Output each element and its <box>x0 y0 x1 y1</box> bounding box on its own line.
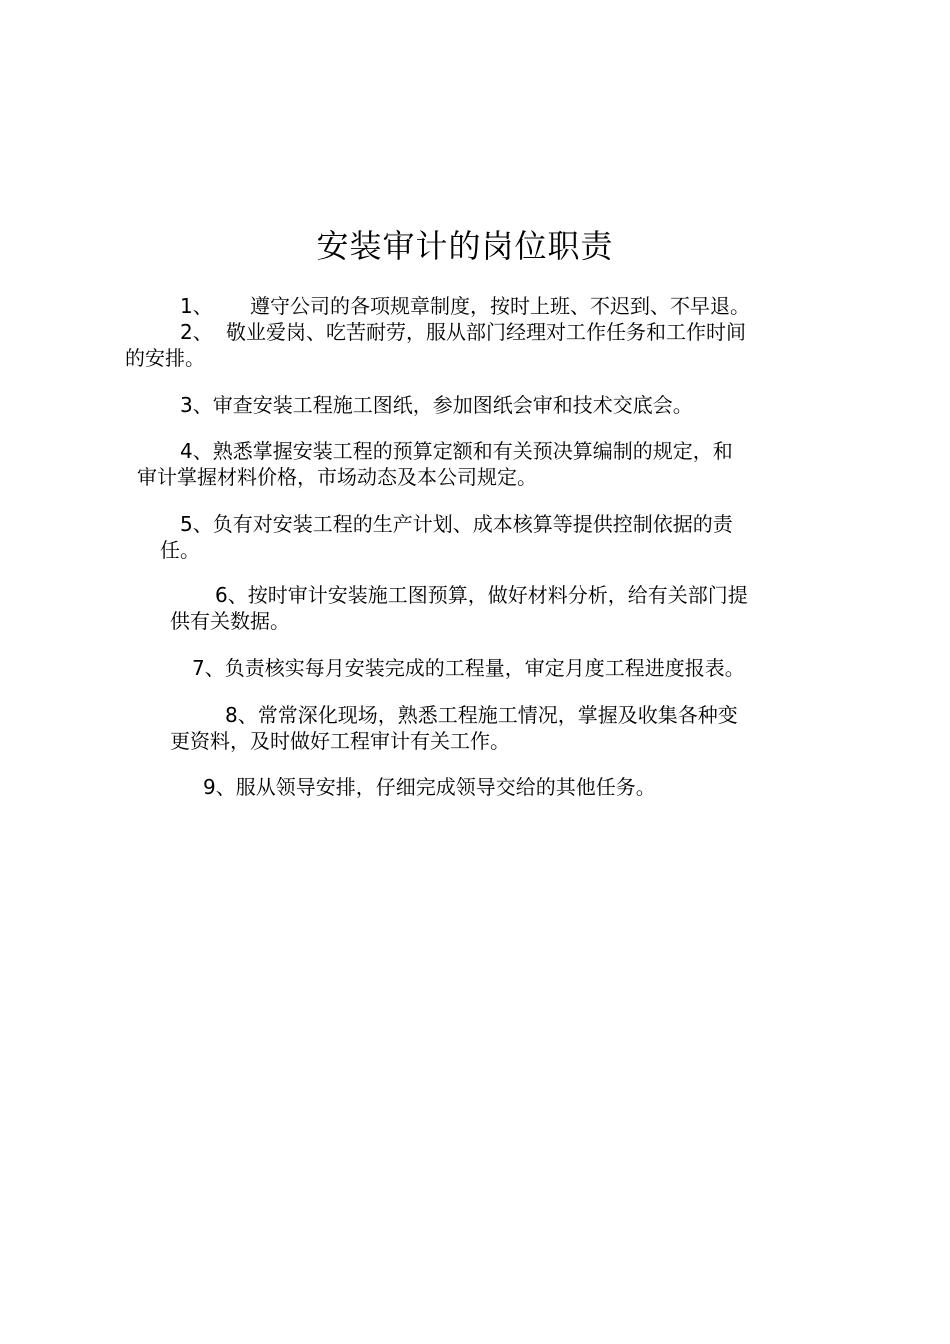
list-item-9 <box>203 774 656 800</box>
item-number: 7、 <box>192 656 225 680</box>
item-number: 4、 <box>180 439 213 463</box>
item-text: 审查安装工程施工图纸，参加图纸会审和技术交底会。 <box>212 393 693 417</box>
item-text: 熟悉掌握安装工程的预算定额和有关预决算编制的规定，和 <box>212 439 733 463</box>
list-item-2-continuation: 的安排。 <box>125 346 205 370</box>
list-item-1 <box>180 293 750 319</box>
list-item-4-continuation: 审计掌握材料价格，市场动态及本公司规定。 <box>137 465 537 489</box>
list-item-6 <box>215 582 748 608</box>
item-text: 按时审计安装施工图预算，做好材料分析，给有关部门提 <box>247 583 748 607</box>
item-number: 9、 <box>203 775 236 799</box>
list-item-6-continuation: 供有关数据。 <box>170 609 290 633</box>
item-text: 遵守公司的各项规章制度，按时上班、不迟到、不早退。 <box>250 294 750 318</box>
list-item-5-continuation: 任。 <box>160 538 200 562</box>
item-number: 2、 <box>180 320 213 344</box>
list-item-3 <box>180 392 693 418</box>
document-title: 安装审计的岗位职责 <box>316 227 614 265</box>
item-number: 1、 <box>180 294 213 318</box>
item-number: 3、 <box>180 393 213 417</box>
item-text: 服从领导安排，仔细完成领导交给的其他任务。 <box>235 775 656 799</box>
item-text: 负有对安装工程的生产计划、成本核算等提供控制依据的责 <box>212 512 733 536</box>
item-text: 敬业爱岗、吃苦耐劳，服从部门经理对工作任务和工作时间 <box>226 320 746 344</box>
item-text: 负责核实每月安装完成的工程量，审定月度工程进度报表。 <box>224 656 745 680</box>
list-item-5 <box>180 511 733 537</box>
list-item-4 <box>180 438 733 464</box>
list-item-2 <box>180 319 746 345</box>
item-number: 5、 <box>180 512 213 536</box>
item-number: 6、 <box>215 583 248 607</box>
list-item-7 <box>192 655 745 681</box>
item-number: 8、 <box>225 703 258 727</box>
list-item-8-continuation: 更资料，及时做好工程审计有关工作。 <box>170 729 510 753</box>
item-text: 常常深化现场，熟悉工程施工情况，掌握及收集各种变 <box>257 703 738 727</box>
list-item-8 <box>225 702 738 728</box>
